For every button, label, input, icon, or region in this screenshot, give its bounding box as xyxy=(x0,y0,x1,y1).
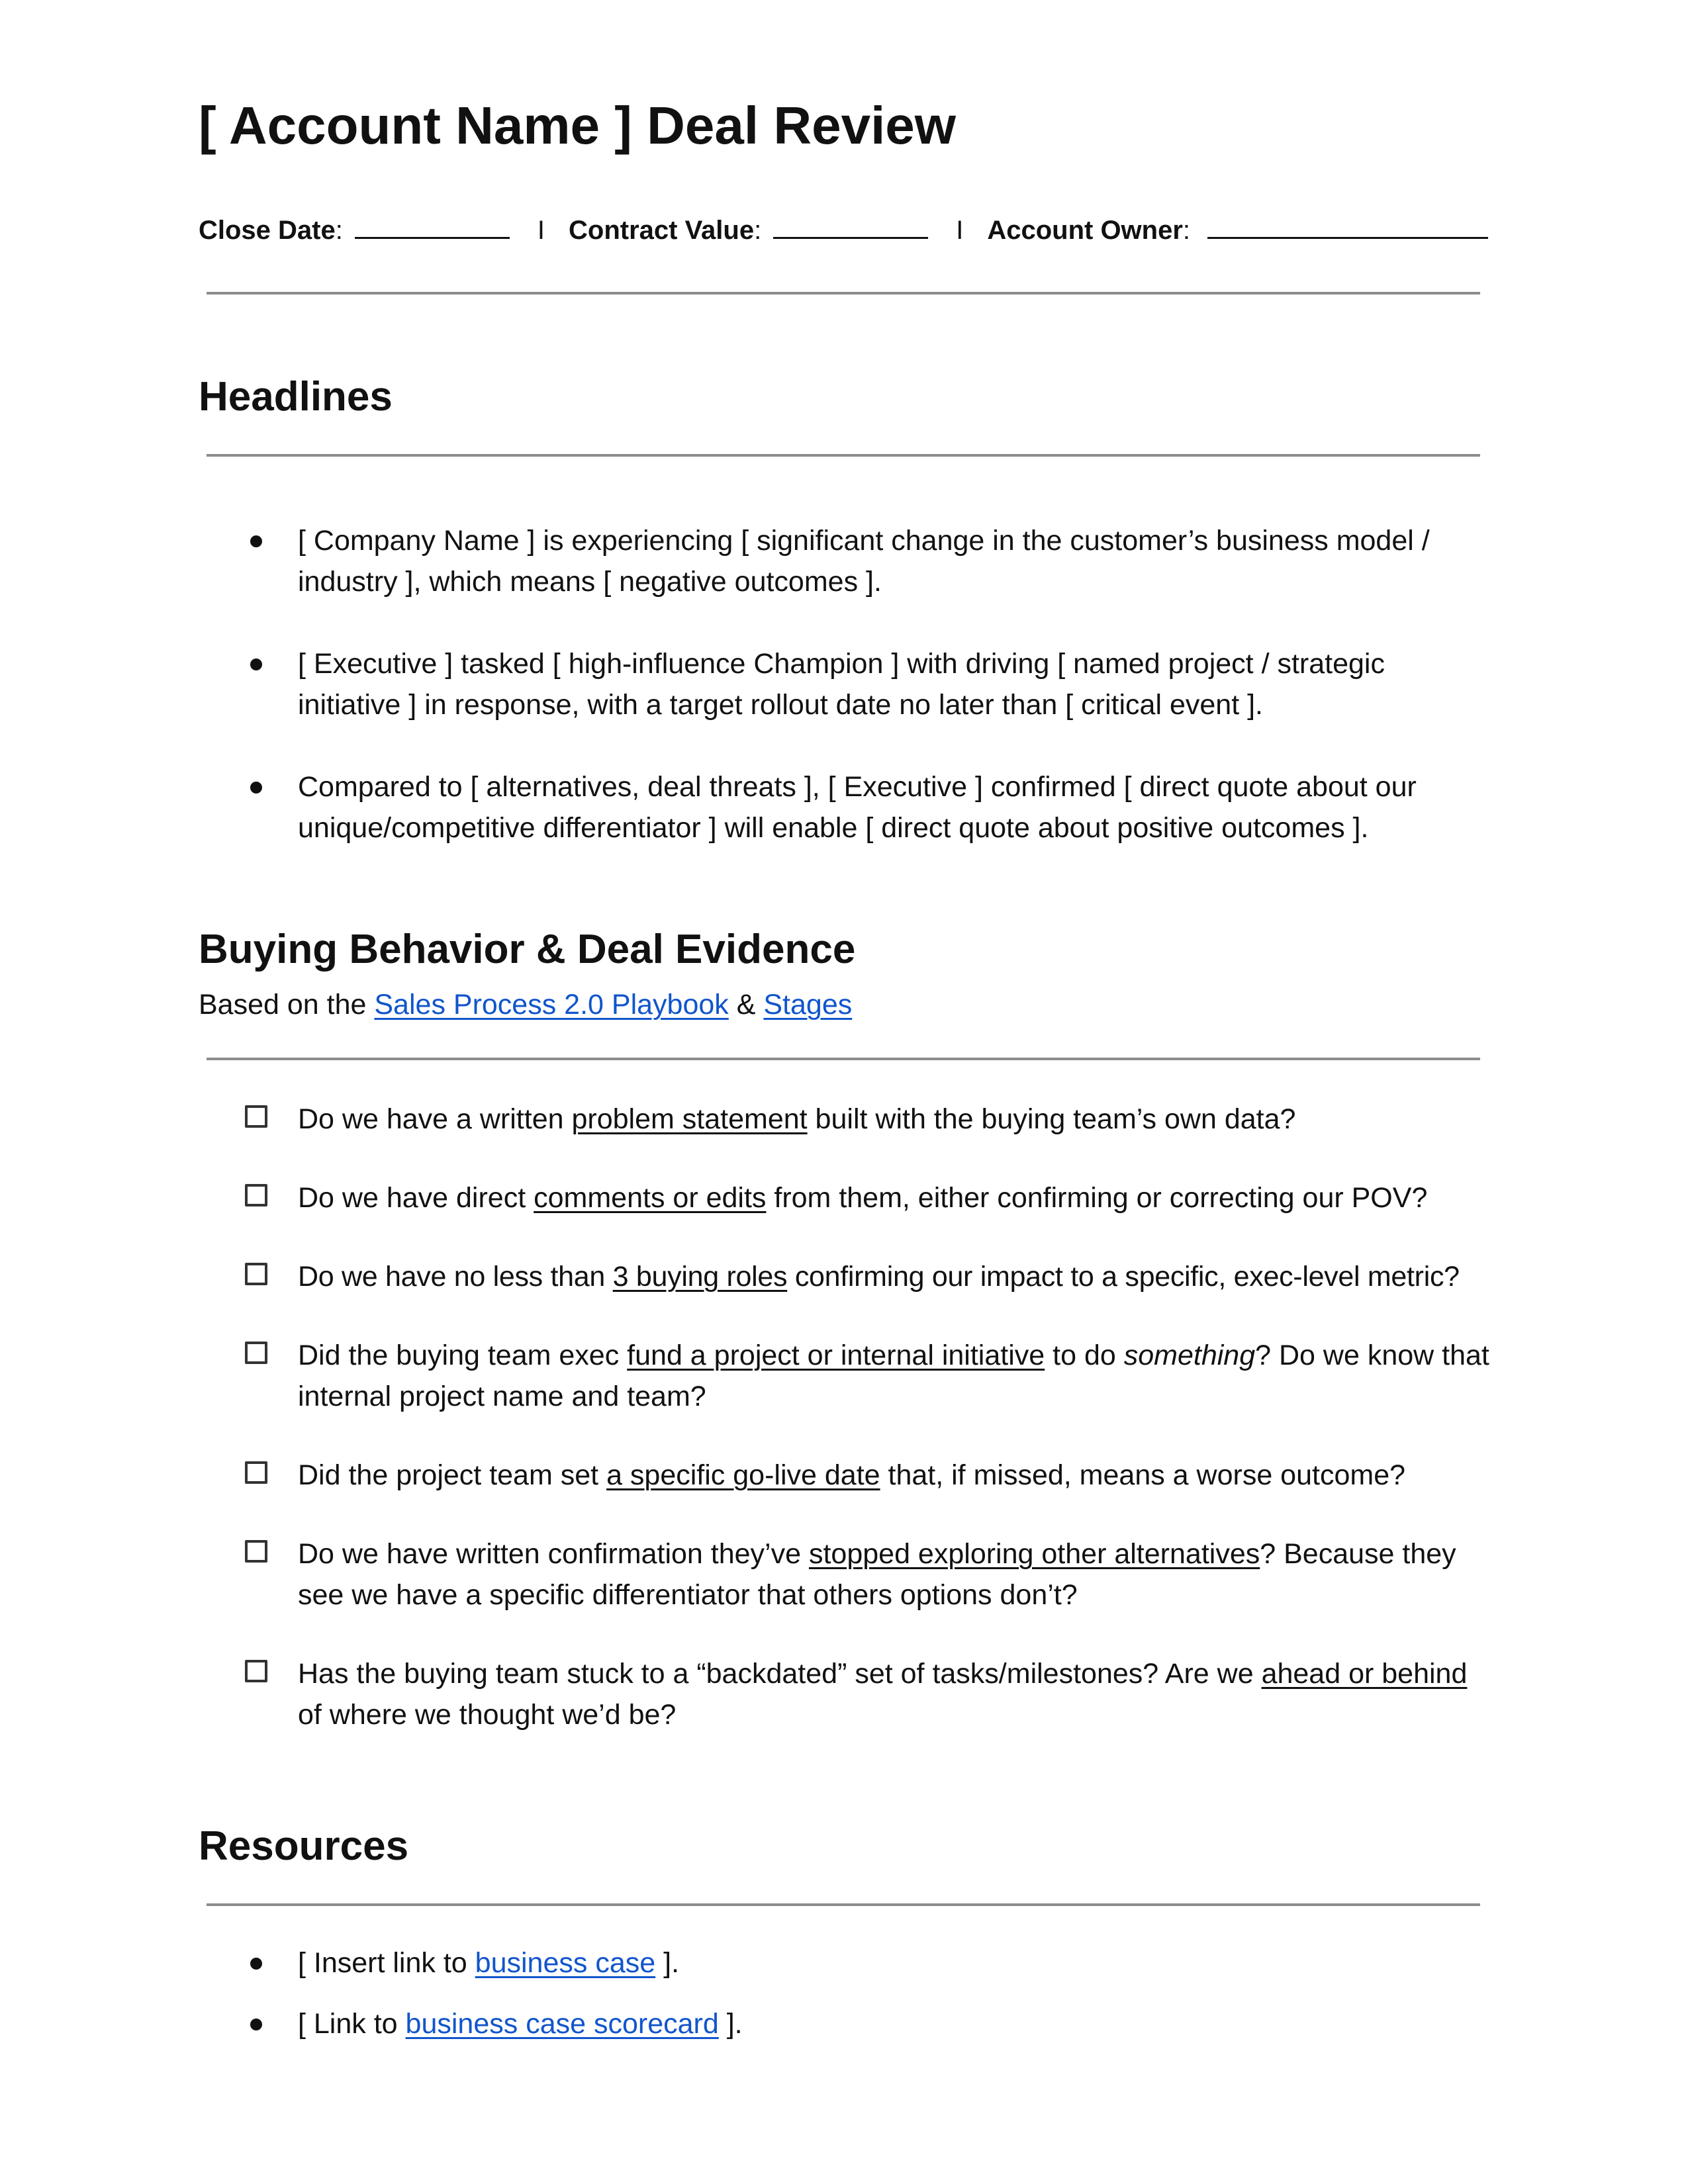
checklist-underlined-text: stopped exploring other alternatives xyxy=(808,1538,1260,1570)
checklist-underlined-text: 3 buying roles xyxy=(612,1261,788,1293)
checkbox[interactable] xyxy=(245,1184,267,1206)
checkbox[interactable] xyxy=(245,1263,267,1285)
account-owner-label: Account Owner xyxy=(987,216,1183,245)
contract-value-label: Contract Value xyxy=(569,216,755,245)
checklist-emphasis-text: something xyxy=(1123,1340,1256,1371)
checklist-item xyxy=(245,1455,1489,1496)
bullet-icon xyxy=(250,782,262,794)
checklist-text: Did the project team set xyxy=(298,1459,607,1491)
playbook-subtitle xyxy=(199,985,852,1024)
page-title: [ Account Name ] Deal Review xyxy=(199,96,957,155)
resources-list xyxy=(245,1942,1489,2064)
checklist-item xyxy=(245,1653,1489,1735)
divider xyxy=(207,1058,1480,1060)
list-item xyxy=(245,520,1489,602)
stages-link[interactable]: Stages xyxy=(763,989,853,1021)
business-case-scorecard-link[interactable]: business case scorecard xyxy=(405,2008,719,2040)
checklist-text: ? Do we know that internal project name and team? xyxy=(298,1340,1489,1412)
account-owner-field[interactable] xyxy=(1207,210,1488,239)
list-item xyxy=(245,643,1489,725)
checklist-text: that, if missed, means a worse outcome? xyxy=(880,1459,1406,1491)
checkbox[interactable] xyxy=(245,1342,267,1364)
deal-evidence-checklist xyxy=(245,1099,1489,1773)
resource-text: ]. xyxy=(718,2008,743,2040)
resource-text: [ Insert link to xyxy=(298,1947,475,1979)
checklist-underlined-text: problem statement xyxy=(571,1103,808,1135)
meta-separator: I xyxy=(956,216,964,245)
checklist-item xyxy=(245,1533,1489,1615)
list-item xyxy=(245,766,1489,848)
resource-text: ]. xyxy=(655,1947,680,1979)
checklist-item xyxy=(245,1099,1489,1140)
sales-process-playbook-link[interactable]: Sales Process 2.0 Playbook xyxy=(374,989,729,1021)
headline-text: Compared to [ alternatives, deal threats ], [ Executive ] confirmed [ direct quote about our unique/competitive differentiator ] will enable [ direct quote about positive outcomes ]. xyxy=(298,771,1417,844)
divider xyxy=(207,1903,1480,1906)
divider xyxy=(207,454,1480,457)
close-date-colon: : xyxy=(335,216,343,245)
checklist-underlined-text: fund a project or internal initiative xyxy=(627,1340,1045,1371)
checklist-text: built with the buying team’s own data? xyxy=(807,1103,1296,1135)
checklist-text: Did the buying team exec xyxy=(298,1340,628,1371)
headline-text: [ Executive ] tasked [ high-influence Champion ] with driving [ named project / strategic initiative ] in response, with a target rollout date no later than [ critical event ]. xyxy=(298,648,1385,721)
checklist-text: to do xyxy=(1045,1340,1124,1371)
contract-value-field[interactable] xyxy=(773,210,928,239)
buying-behavior-heading: Buying Behavior & Deal Evidence xyxy=(199,927,856,972)
bullet-icon xyxy=(250,1958,262,1970)
checklist-text: Do we have direct xyxy=(298,1182,534,1214)
checklist-underlined-text: comments or edits xyxy=(534,1182,767,1214)
checklist-text: confirming our impact to a specific, exec-level metric? xyxy=(787,1261,1460,1293)
checklist-text: Has the buying team stuck to a “backdated” set of tasks/milestones? Are we xyxy=(298,1658,1262,1690)
account-owner-colon: : xyxy=(1182,216,1191,245)
checklist-underlined-text: a specific go-live date xyxy=(606,1459,880,1491)
subtitle-amp: & xyxy=(728,989,764,1021)
bullet-icon xyxy=(250,535,262,547)
checklist-item xyxy=(245,1256,1489,1297)
checklist-item xyxy=(245,1335,1489,1417)
checklist-text: Do we have written confirmation they’ve xyxy=(298,1538,809,1570)
list-item xyxy=(245,2003,1489,2044)
list-item xyxy=(245,1942,1489,1983)
resource-text: [ Link to xyxy=(298,2008,406,2040)
checkbox[interactable] xyxy=(245,1105,267,1128)
resources-heading: Resources xyxy=(199,1823,409,1869)
meta-separator: I xyxy=(537,216,545,245)
business-case-link[interactable]: business case xyxy=(475,1947,656,1979)
checklist-text: of where we thought we’d be? xyxy=(298,1699,677,1731)
checklist-text: ? Because they see we have a specific differentiator that others options don’t? xyxy=(298,1538,1456,1611)
checkbox[interactable] xyxy=(245,1660,267,1682)
subtitle-prefix: Based on the xyxy=(199,989,375,1021)
checklist-item xyxy=(245,1177,1489,1218)
bullet-icon xyxy=(250,2019,262,2030)
headlines-list xyxy=(245,520,1489,889)
divider xyxy=(207,292,1480,295)
close-date-field[interactable] xyxy=(355,210,510,239)
checklist-text: from them, either confirming or correcting our POV? xyxy=(766,1182,1428,1214)
headline-text: [ Company Name ] is experiencing [ significant change in the customer’s business model / industry ], which means [ negative outcomes ]. xyxy=(298,525,1430,598)
bullet-icon xyxy=(250,659,262,670)
contract-value-colon: : xyxy=(754,216,762,245)
checkbox[interactable] xyxy=(245,1540,267,1563)
checklist-text: Do we have a written xyxy=(298,1103,572,1135)
deal-meta-row xyxy=(199,210,1488,250)
checkbox[interactable] xyxy=(245,1461,267,1484)
checklist-underlined-text: ahead or behind xyxy=(1261,1658,1468,1690)
close-date-label: Close Date xyxy=(199,216,336,245)
checklist-text: Do we have no less than xyxy=(298,1261,613,1293)
headlines-heading: Headlines xyxy=(199,374,393,420)
